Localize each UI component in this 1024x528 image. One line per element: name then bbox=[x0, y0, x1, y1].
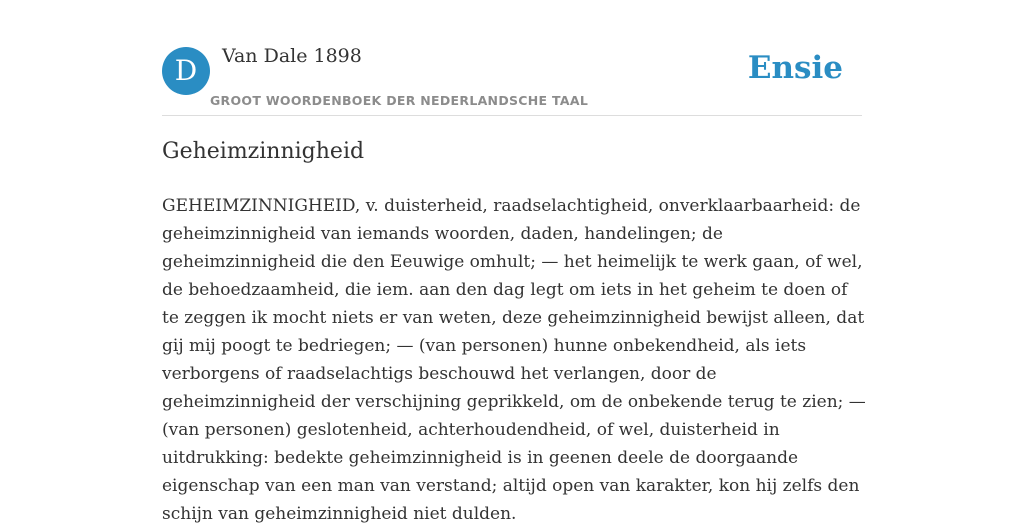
definition-line: schijn van geheimzinnigheid niet dulden. bbox=[162, 504, 517, 524]
definition-line: uitdrukking: bedekte geheimzinnigheid is in geenen deele de doorgaande bbox=[162, 448, 799, 468]
definition-line: geheimzinnigheid die den Eeuwige omhult; — het heimelijk te werk gaan, of wel, bbox=[162, 252, 863, 272]
definition-line: de behoedzaamheid, die iem. aan den dag legt om iets in het geheim te doen of bbox=[162, 280, 848, 300]
entry-title: Geheimzinnigheid bbox=[162, 139, 365, 164]
ensie-logo[interactable]: Ensie bbox=[747, 50, 843, 86]
definition-line: geheimzinnigheid van iemands woorden, daden, handelingen; de bbox=[162, 224, 723, 244]
dictionary-subtitle: GROOT WOORDENBOEK DER NEDERLANDSCHE TAAL bbox=[210, 93, 589, 108]
definition-line: eigenschap van een man van verstand; altijd open van karakter, kon hij zelfs den bbox=[162, 476, 860, 496]
definition-line: verborgens of raadselachtigs beschouwd het verlangen, door de bbox=[162, 364, 717, 384]
dictionary-name[interactable]: Van Dale 1898 bbox=[222, 45, 362, 67]
definition-line: (van personen) geslotenheid, achterhoudendheid, of wel, duisterheid in bbox=[162, 420, 780, 440]
definition-line: te zeggen ik mocht niets er van weten, deze geheimzinnigheid bewijst alleen, dat bbox=[162, 308, 865, 328]
dictionary-logo[interactable]: D bbox=[162, 47, 210, 95]
entry-definition bbox=[162, 192, 866, 528]
header-divider bbox=[162, 115, 862, 116]
definition-line: gij mij poogt te bedriegen; — (van personen) hunne onbekendheid, als iets bbox=[162, 336, 807, 356]
definition-line: geheimzinnigheid der verschijning geprikkeld, om de onbekende terug te zien; — bbox=[162, 392, 866, 412]
definition-line: GEHEIMZINNIGHEID, v. duisterheid, raadselachtigheid, onverklaarbaarheid: de bbox=[162, 196, 861, 216]
